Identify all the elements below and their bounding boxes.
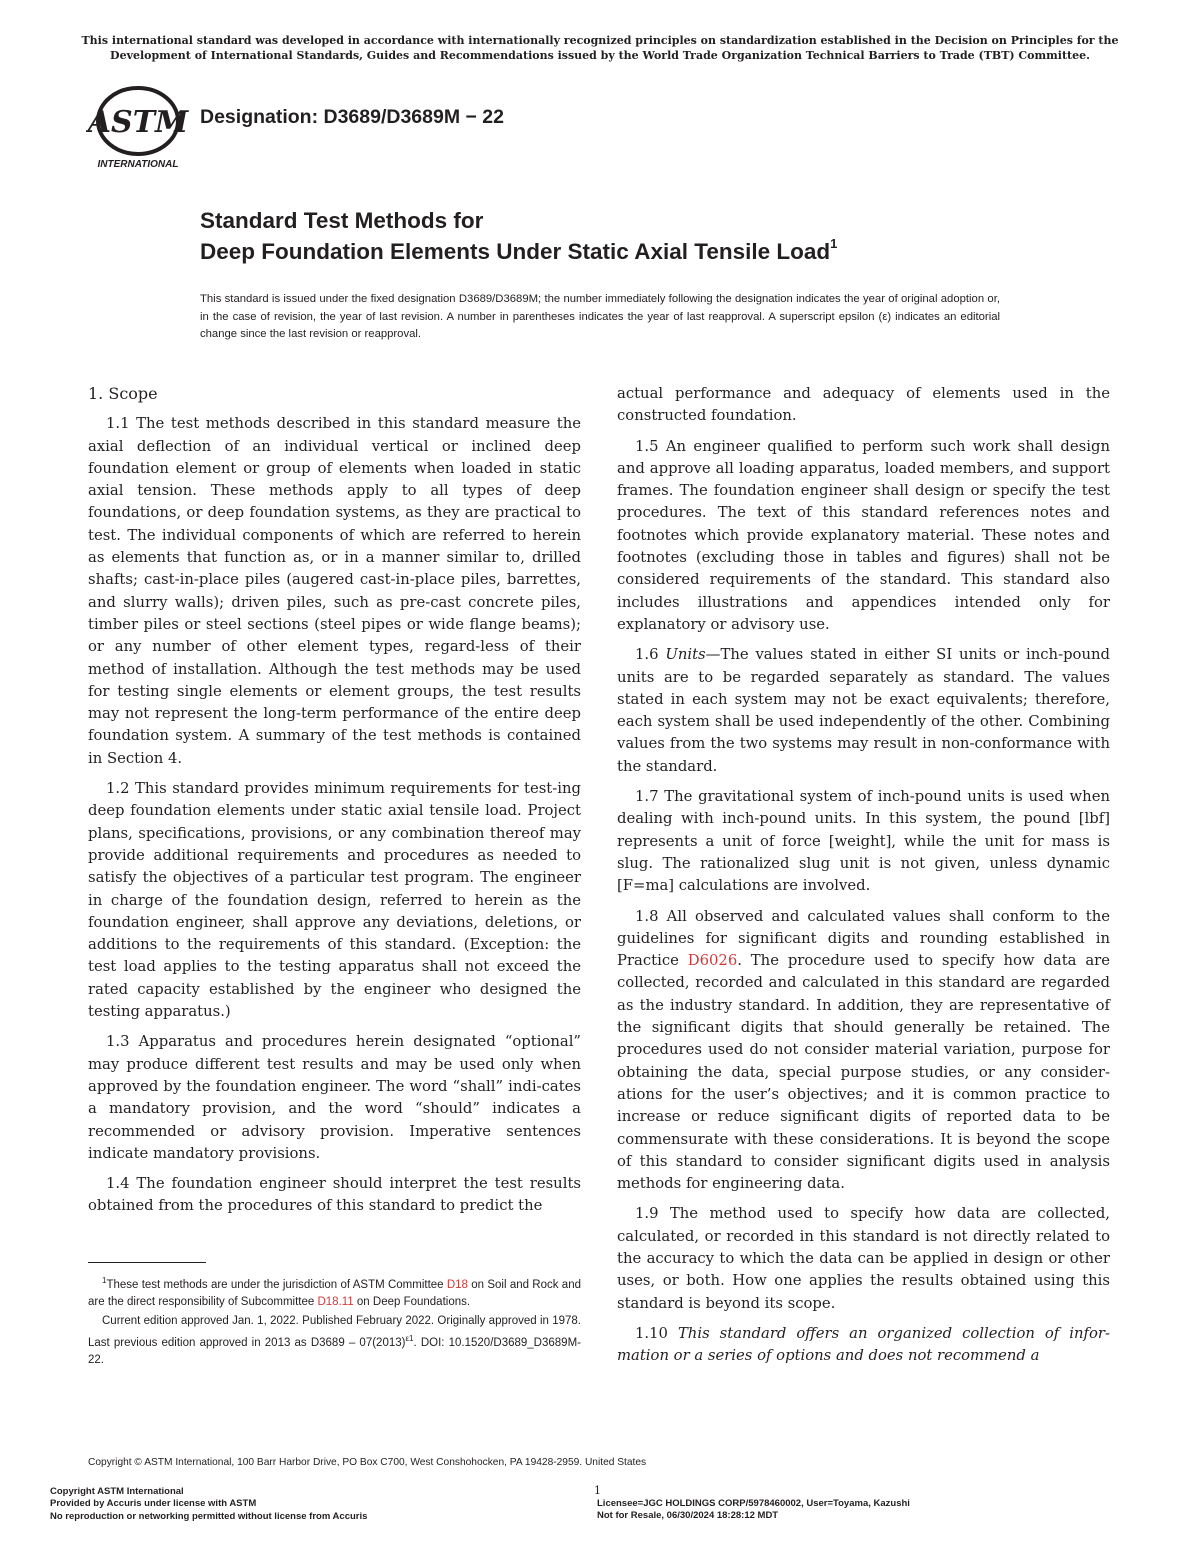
section-heading-scope: 1. Scope <box>88 384 158 403</box>
issuance-note: This standard is issued under the fixed designation D3689/D3689M; the number immediately following the designation indicates the year of original adoption or, in the case of revision, the year of last revision. A number in parentheses indicates the year of last reapproval. A superscript epsilon (ε) indicates an editorial change since the last revision or reapproval. <box>200 293 1000 340</box>
footnote-edition-b: . DOI: 10.1520/D3689_D3689M-22. <box>88 1337 581 1367</box>
wto-notice-line-2: Development of International Standards, Guides and Recommendations issued by the World Trade Organization Technical Barriers to Trade (TBT) Committee. <box>110 49 1090 62</box>
title-footnote-mark: 1 <box>830 236 838 251</box>
paragraph-1-10 <box>617 1323 1110 1368</box>
left-column <box>88 383 581 1226</box>
link-d18-11[interactable]: D18.11 <box>317 1296 354 1309</box>
footnote-edition <box>88 1313 581 1369</box>
footnote-edition-sup: ε1 <box>405 1334 414 1344</box>
paragraph-1-2: 1.2 This standard provides minimum requirements for test-ing deep foundation elements under static axial tensile load. Project plans, specifications, provisions, or any combination thereof may provide additional requirements and procedures as needed to satisfy the objectives of a particular test program. The engineer in charge of the foundation design, referred to herein as the foundation engineer, shall approve any deviations, deletions, or additions to the requirements of this standard. (Exception: the test load applies to the testing apparatus shall not exceed the rated capacity established by the engineer who designed the testing apparatus.) <box>88 780 581 1021</box>
footer-left-line-1: Copyright ASTM International <box>50 1486 184 1497</box>
paragraph-1-7: 1.7 The gravitational system of inch-pound units is used when dealing with inch-pound units. In this system, the pound [lbf] represents a unit of force [weight], while the unit for mass is slug. The rationalized slug unit is not given, unless dynamic [F=ma] calculations are involved. <box>617 788 1110 895</box>
footnote-text-c: on Deep Foundations. <box>353 1296 471 1309</box>
title-line-1: Standard Test Methods for <box>200 208 484 233</box>
paragraph-1-8 <box>617 906 1110 1196</box>
footer-right-line-2: Not for Resale, 06/30/2024 18:28:12 MDT <box>597 1510 779 1522</box>
footnote-jurisdiction <box>88 1272 581 1311</box>
paragraph-1-6 <box>617 644 1110 778</box>
paragraph-1-9: 1.9 The method used to specify how data are collected, calculated, or recorded in this standard is not directly related to the accuracy to which the data can be applied in design or other uses, or both. How one applies the results obtained using this standard is beyond its scope. <box>617 1205 1110 1312</box>
document-title <box>200 205 837 267</box>
footnote <box>88 1272 581 1372</box>
paragraph-1-1: 1.1 The test methods described in this standard measure the axial deflection of an individual vertical or inclined deep foundation element or group of elements when loaded in static axial tension. These methods apply to all types of deep foundations, or deep foundation systems, as they are practical to test. The individual components of which are referred to herein as elements that function as, or in a manner similar to, drilled shafts; cast-in-place piles (augered cast-in-place piles, barrettes, and slurry walls); driven piles, such as pre-cast concrete piles, timber piles or steel sections (steel pipes or wide flange beams); or any number of other element types, regard-less of their method of installation. Although the test methods may be used for testing single elements or element groups, the test results may not represent the long-term performance of the entire deep foundation system. A summary of the test methods is contained in Section 4. <box>88 415 581 767</box>
paragraph-1-6-italic: Units <box>665 646 706 664</box>
paragraph-1-10-number: 1.10 <box>635 1324 678 1342</box>
footnote-divider <box>88 1262 206 1263</box>
footnote-text-a: These test methods are under the jurisdiction of ASTM Committee <box>106 1278 447 1291</box>
footer-left <box>50 1486 367 1523</box>
link-d6026[interactable]: D6026 <box>687 952 738 970</box>
paragraph-1-6-text: —The values stated in either SI units or inch-pound units are to be regarded separately as standard. The values stated in each system may not be exact equivalents; therefore, each system shall be used independently of the other. Combining values from the two systems may result in non-conformance with the standard. <box>617 646 1110 775</box>
footer-left-line-2: Provided by Accuris under license with ASTM <box>50 1498 257 1510</box>
footer-left-line-3: No reproduction or networking permitted without license from Accuris <box>50 1510 368 1522</box>
footer-right-line-1: Licensee=JGC HOLDINGS CORP/5978460002, User=Toyama, Kazushi <box>597 1498 910 1509</box>
paragraph-1-8-b: . The procedure used to specify how data are collected, recorded and calculated in this standard are regarded as the industry standard. In addition, they are representative of the significant digits that should generally be retained. The procedures used do not consider material variation, purpose for obtaining the data, special purpose studies, or any consider-ations for the user’s objectives; and it is common practice to increase or reduce significant digits of reported data to be commensurate with these considerations. It is beyond the scope of this standard to consider significant digits used in analysis methods for engineering data. <box>617 952 1110 1193</box>
paragraph-1-4-continued: actual performance and adequacy of elements used in the constructed foundation. <box>617 385 1110 425</box>
footer-right <box>597 1498 910 1523</box>
paragraph-1-5: 1.5 An engineer qualified to perform such work shall design and approve all loading apparatus, loaded members, and support frames. The foundation engineer shall design or specify the test procedures. The text of this standard references notes and footnotes which provide explanatory material. These notes and footnotes (excluding those in tables and figures) shall not be considered requirements of the standard. This standard also includes illustrations and appendices intended only for explanatory or advisory use. <box>617 437 1110 633</box>
paragraph-1-3: 1.3 Apparatus and procedures herein designated “optional” may produce different test results and may be used only when approved by the foundation engineer. The word “shall” indi-cates a mandatory provision, and the word “should” indicates a recommended or advisory provision. Imperative sentences indicate mandatory provisions. <box>88 1033 581 1162</box>
page-number: 1 <box>594 1484 601 1497</box>
paragraph-1-8-a: 1.8 All observed and calculated values shall conform to the guidelines for significant digits and rounding established in Practice <box>617 907 1110 970</box>
title-line-2-text: Deep Foundation Elements Under Static Axial Tensile Load <box>200 239 831 264</box>
logo-subtitle: INTERNATIONAL <box>97 159 179 170</box>
footnote-mark: 1 <box>102 1276 107 1285</box>
footnote-text-b: on Soil and Rock and are the direct responsibility of Subcommittee <box>88 1278 581 1309</box>
paragraph-1-6-number: 1.6 <box>635 646 666 664</box>
link-d18[interactable]: D18 <box>446 1278 468 1291</box>
wto-notice <box>60 33 1140 63</box>
designation: Designation: D3689/D3689M − 22 <box>200 106 505 128</box>
title-line-2 <box>200 236 837 267</box>
wto-notice-line-1: This international standard was developed in accordance with internationally recognized principles on standardization established in the Decision on Principles for the <box>81 34 1119 47</box>
logo-wordmark: ASTM <box>87 105 189 140</box>
paragraph-1-10-italic: This standard offers an organized collection of infor-mation or a series of options and does not recommend a <box>617 1324 1110 1365</box>
paragraph-1-4: 1.4 The foundation engineer should interpret the test results obtained from the procedures of this standard to predict the <box>88 1175 581 1215</box>
footnote-edition-a: Current edition approved Jan. 1, 2022. Published February 2022. Originally approved in 1978. Last previous edition approved in 2013 as D3689 – 07(2013) <box>88 1315 581 1350</box>
astm-logo <box>86 85 190 171</box>
copyright-line: Copyright © ASTM International, 100 Barr Harbor Drive, PO Box C700, West Conshohocken, PA 19428-2959. United States <box>88 1457 647 1468</box>
right-column <box>617 383 1110 1375</box>
